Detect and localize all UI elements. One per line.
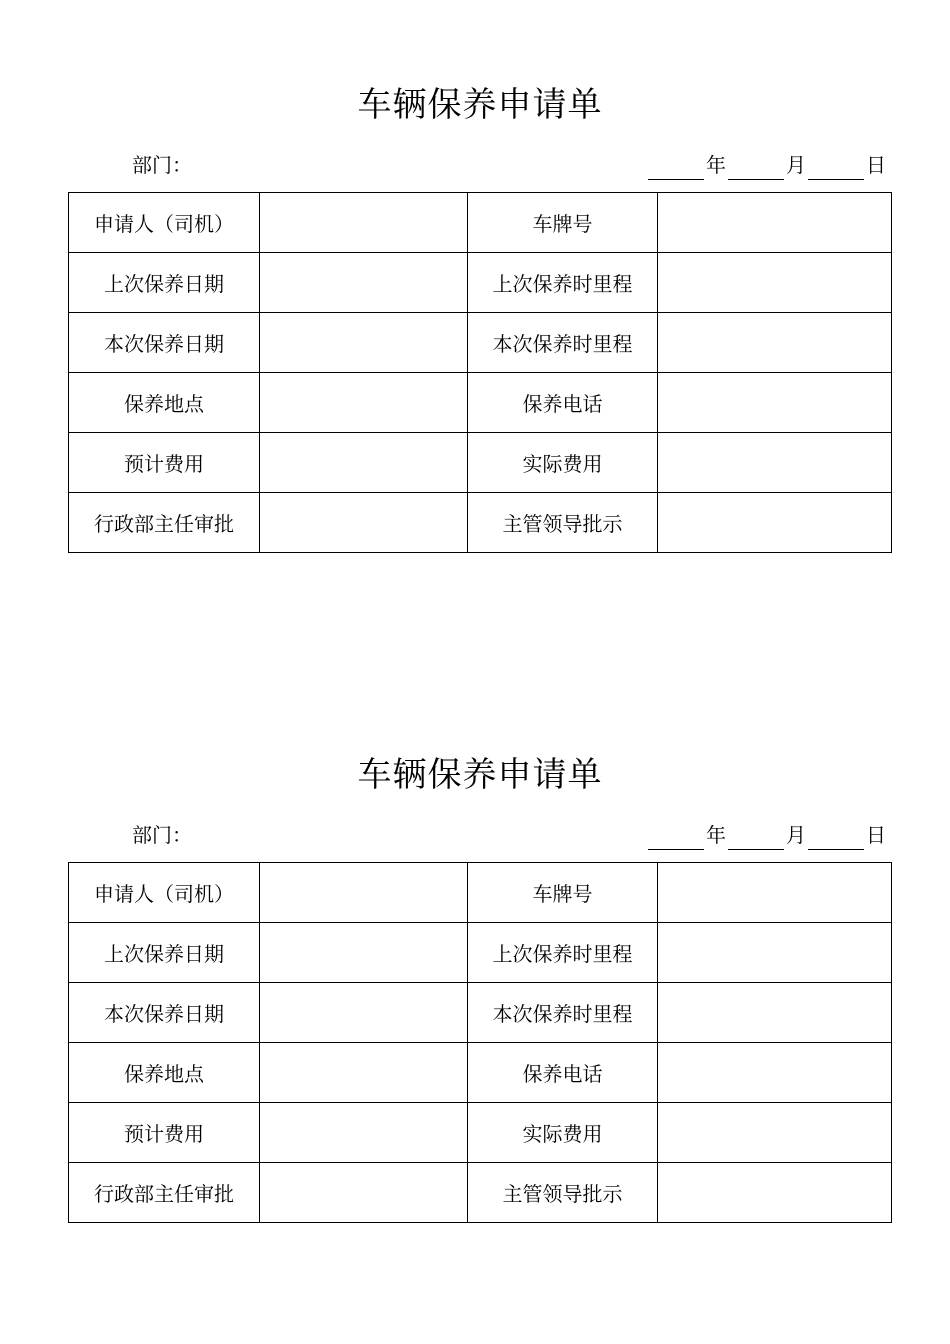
department-label: 部门：	[132, 823, 192, 847]
actual-cost-field[interactable]	[658, 433, 892, 493]
month-label: 月	[786, 153, 806, 177]
year-label: 年	[706, 153, 726, 177]
table-row	[69, 1163, 892, 1223]
form-meta-row	[0, 820, 950, 850]
row-label-plate: 车牌号	[468, 193, 658, 253]
department-label: 部门：	[132, 153, 192, 177]
day-label: 日	[866, 153, 886, 177]
month-label: 月	[786, 823, 806, 847]
row-label-admin-approval: 行政部主任审批	[69, 493, 260, 553]
date-line	[648, 820, 886, 850]
row-label-plate: 车牌号	[468, 863, 658, 923]
year-blank[interactable]	[648, 827, 704, 850]
row-label-estimated-cost: 预计费用	[69, 433, 260, 493]
plate-field[interactable]	[658, 193, 892, 253]
row-label-actual-cost: 实际费用	[468, 433, 658, 493]
form-table	[68, 862, 892, 1223]
table-row	[69, 1043, 892, 1103]
day-label: 日	[866, 823, 886, 847]
phone-field[interactable]	[658, 373, 892, 433]
row-label-location: 保养地点	[69, 373, 260, 433]
last-mileage-field[interactable]	[658, 253, 892, 313]
table-row	[69, 373, 892, 433]
day-blank[interactable]	[808, 157, 864, 180]
form-meta-row	[0, 150, 950, 180]
last-date-field[interactable]	[260, 923, 468, 983]
estimated-cost-field[interactable]	[260, 433, 468, 493]
row-label-current-date: 本次保养日期	[69, 983, 260, 1043]
location-field[interactable]	[260, 1043, 468, 1103]
admin-approval-field[interactable]	[260, 1163, 468, 1223]
table-row	[69, 1103, 892, 1163]
row-label-admin-approval: 行政部主任审批	[69, 1163, 260, 1223]
leader-instruction-field[interactable]	[658, 1163, 892, 1223]
row-label-phone: 保养电话	[468, 373, 658, 433]
last-mileage-field[interactable]	[658, 923, 892, 983]
form-table	[68, 192, 892, 553]
date-line	[648, 150, 886, 180]
location-field[interactable]	[260, 373, 468, 433]
year-label: 年	[706, 823, 726, 847]
last-date-field[interactable]	[260, 253, 468, 313]
maintenance-form-2	[0, 750, 950, 1270]
row-label-leader-instruction: 主管领导批示	[468, 493, 658, 553]
row-label-applicant: 申请人（司机）	[69, 863, 260, 923]
plate-field[interactable]	[658, 863, 892, 923]
row-label-last-mileage: 上次保养时里程	[468, 253, 658, 313]
form-title: 车辆保养申请单	[357, 85, 603, 125]
table-row	[69, 983, 892, 1043]
row-label-current-date: 本次保养日期	[69, 313, 260, 373]
table-row	[69, 433, 892, 493]
table-row	[69, 863, 892, 923]
row-label-last-date: 上次保养日期	[69, 253, 260, 313]
phone-field[interactable]	[658, 1043, 892, 1103]
table-row	[69, 493, 892, 553]
row-label-phone: 保养电话	[468, 1043, 658, 1103]
current-mileage-field[interactable]	[658, 983, 892, 1043]
current-date-field[interactable]	[260, 313, 468, 373]
table-row	[69, 923, 892, 983]
row-label-actual-cost: 实际费用	[468, 1103, 658, 1163]
actual-cost-field[interactable]	[658, 1103, 892, 1163]
current-date-field[interactable]	[260, 983, 468, 1043]
admin-approval-field[interactable]	[260, 493, 468, 553]
applicant-field[interactable]	[260, 193, 468, 253]
table-row	[69, 253, 892, 313]
table-row	[69, 193, 892, 253]
row-label-estimated-cost: 预计费用	[69, 1103, 260, 1163]
table-row	[69, 313, 892, 373]
year-blank[interactable]	[648, 157, 704, 180]
estimated-cost-field[interactable]	[260, 1103, 468, 1163]
month-blank[interactable]	[728, 157, 784, 180]
maintenance-form-1	[0, 80, 950, 600]
row-label-last-mileage: 上次保养时里程	[468, 923, 658, 983]
current-mileage-field[interactable]	[658, 313, 892, 373]
row-label-location: 保养地点	[69, 1043, 260, 1103]
month-blank[interactable]	[728, 827, 784, 850]
day-blank[interactable]	[808, 827, 864, 850]
row-label-leader-instruction: 主管领导批示	[468, 1163, 658, 1223]
row-label-applicant: 申请人（司机）	[69, 193, 260, 253]
row-label-current-mileage: 本次保养时里程	[468, 983, 658, 1043]
form-title: 车辆保养申请单	[357, 755, 603, 795]
applicant-field[interactable]	[260, 863, 468, 923]
row-label-current-mileage: 本次保养时里程	[468, 313, 658, 373]
row-label-last-date: 上次保养日期	[69, 923, 260, 983]
leader-instruction-field[interactable]	[658, 493, 892, 553]
